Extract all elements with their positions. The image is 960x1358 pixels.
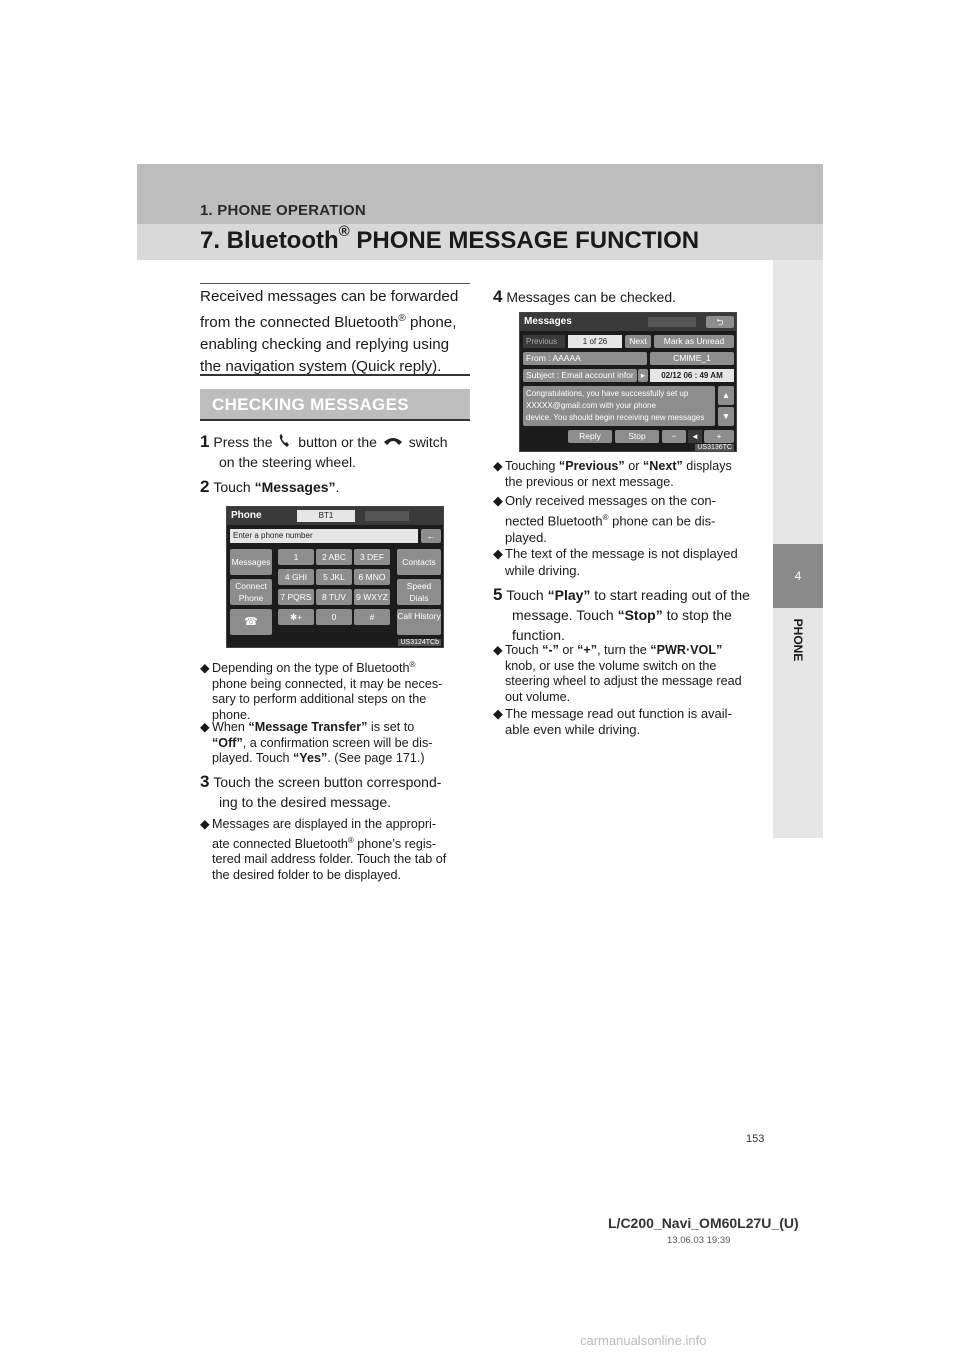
step-3: 3 Touch the screen button correspond- ing to the desired message. xyxy=(200,772,442,810)
messages-screen-figure xyxy=(519,312,737,452)
reply-button[interactable]: Reply xyxy=(568,430,612,443)
speed-dials-button[interactable]: Speed Dials xyxy=(397,579,441,605)
key-9[interactable]: 9 WXYZ xyxy=(354,589,390,605)
next-button[interactable]: Next xyxy=(625,335,651,348)
step-4: 4 Messages can be checked. xyxy=(493,287,677,306)
connect-phone-button[interactable]: Connect Phone xyxy=(230,579,272,605)
device-name[interactable]: BT1 xyxy=(297,510,355,522)
bullet-diamond-icon: ◆ xyxy=(493,459,503,473)
back-button[interactable]: ⮌ xyxy=(706,316,734,328)
call-button[interactable]: ☎ xyxy=(230,609,272,635)
message-body: Congratulations, you have successfully set up XXXXX@gmail.com with your phone device. You should begin receiving new messages xyxy=(523,386,715,426)
key-hash[interactable]: # xyxy=(354,609,390,625)
page-title: 7. Bluetooth® PHONE MESSAGE FUNCTION xyxy=(200,223,700,254)
bullet-bluetooth-steps: ◆ Depending on the type of Bluetooth® phone being connected, it may be neces- sary to perform additional steps on the phone. xyxy=(200,660,443,722)
subheading-checking-messages: CHECKING MESSAGES xyxy=(200,389,470,421)
bullet-previous-next: ◆ Touching “Previous” or “Next” displays the previous or next message. xyxy=(493,459,732,489)
document-timestamp: 13.06.03 19:39 xyxy=(667,1235,731,1246)
step-2: 2 Touch “Messages”. xyxy=(200,477,340,496)
bullet-diamond-icon: ◆ xyxy=(200,720,210,734)
phone-handset-icon xyxy=(276,433,294,449)
messages-button[interactable]: Messages xyxy=(230,549,272,575)
bullet-not-displayed: ◆ The text of the message is not displayed while driving. xyxy=(493,546,738,578)
phone-number-input[interactable]: Enter a phone number xyxy=(230,529,418,543)
key-3[interactable]: 3 DEF xyxy=(354,549,390,565)
account-tab[interactable]: CMIME_1 xyxy=(650,352,734,365)
side-tab-label: PHONE xyxy=(791,618,805,662)
side-tab-top xyxy=(773,260,823,544)
key-2[interactable]: 2 ABC xyxy=(316,549,352,565)
steering-phone-switch-icon xyxy=(381,433,405,449)
watermark: carmanualsonline.info xyxy=(580,1333,707,1348)
status-icons xyxy=(365,511,409,521)
key-star[interactable]: ✱+ xyxy=(278,609,314,625)
bullet-volume: ◆ Touch “-” or “+”, turn the “PWR·VOL” knob, or use the volume switch on the steering wheel to adjust the message read out volume. xyxy=(493,643,742,704)
subject-expand-button[interactable]: ▸ xyxy=(638,369,648,382)
previous-button[interactable]: Previous xyxy=(523,335,565,348)
scroll-up-button[interactable]: ▲ xyxy=(718,386,734,405)
call-history-button[interactable]: Call History xyxy=(397,609,441,635)
volume-up-button[interactable]: + xyxy=(704,430,734,443)
scroll-down-button[interactable]: ▼ xyxy=(718,407,734,426)
volume-down-button[interactable]: − xyxy=(662,430,686,443)
phone-screen-figure xyxy=(226,506,444,648)
bullet-diamond-icon: ◆ xyxy=(200,817,210,831)
key-1[interactable]: 1 xyxy=(278,549,314,565)
subject-field: Subject : Email account infor xyxy=(523,369,637,382)
key-6[interactable]: 6 MNO xyxy=(354,569,390,585)
speaker-icon: ◄ xyxy=(688,430,702,443)
message-date: 02/12 06 : 49 AM xyxy=(650,369,734,382)
messages-title: Messages xyxy=(520,313,736,331)
bullet-only-received: ◆ Only received messages on the con- nected Bluetooth® phone can be dis- played. xyxy=(493,493,716,546)
backspace-button[interactable]: ← xyxy=(421,529,441,543)
key-8[interactable]: 8 TUV xyxy=(316,589,352,605)
bullet-message-transfer: ◆ When “Message Transfer” is set to “Off”, a confirmation screen will be dis- played. Touch “Yes”. (See page 171.) xyxy=(200,720,433,765)
from-field: From : AAAAA xyxy=(523,352,647,365)
status-icons xyxy=(648,317,696,327)
side-tab-number: 4 xyxy=(773,544,823,608)
key-4[interactable]: 4 GHI xyxy=(278,569,314,585)
stop-button[interactable]: Stop xyxy=(615,430,659,443)
page-number: 153 xyxy=(746,1133,765,1145)
contacts-button[interactable]: Contacts xyxy=(397,549,441,575)
figure-code: US3136TC xyxy=(697,444,732,451)
phone-title: Phone xyxy=(227,507,443,525)
bullet-diamond-icon: ◆ xyxy=(493,546,503,561)
bullet-diamond-icon: ◆ xyxy=(493,643,503,657)
figure-code: US3124TCb xyxy=(400,639,439,646)
message-counter: 1 of 26 xyxy=(568,335,622,348)
key-0[interactable]: 0 xyxy=(316,609,352,625)
document-code: L/C200_Navi_OM60L27U_(U) xyxy=(608,1215,799,1231)
step-5: 5 Touch “Play” to start reading out of the message. Touch “Stop” to stop the function. xyxy=(493,585,750,643)
bullet-diamond-icon: ◆ xyxy=(493,706,503,721)
mark-as-unread-button[interactable]: Mark as Unread xyxy=(654,335,734,348)
intro-box: Received messages can be forwarded from the connected Bluetooth® phone, enabling checking and replying using the navigation system (Quick reply). xyxy=(200,283,470,376)
bullet-mail-folders: ◆ Messages are displayed in the appropri- ate connected Bluetooth® phone’s regis- tered mail address folder. Touch the tab of the desired folder to be displayed. xyxy=(200,817,447,882)
bullet-while-driving: ◆ The message read out function is avail- able even while driving. xyxy=(493,706,732,737)
step-1: 1 Press the button or the switch on the steering wheel. xyxy=(200,432,448,470)
key-7[interactable]: 7 PQRS xyxy=(278,589,314,605)
key-5[interactable]: 5 JKL xyxy=(316,569,352,585)
section-label: 1. PHONE OPERATION xyxy=(200,202,366,219)
bullet-diamond-icon: ◆ xyxy=(493,493,503,508)
bullet-diamond-icon: ◆ xyxy=(200,661,210,676)
